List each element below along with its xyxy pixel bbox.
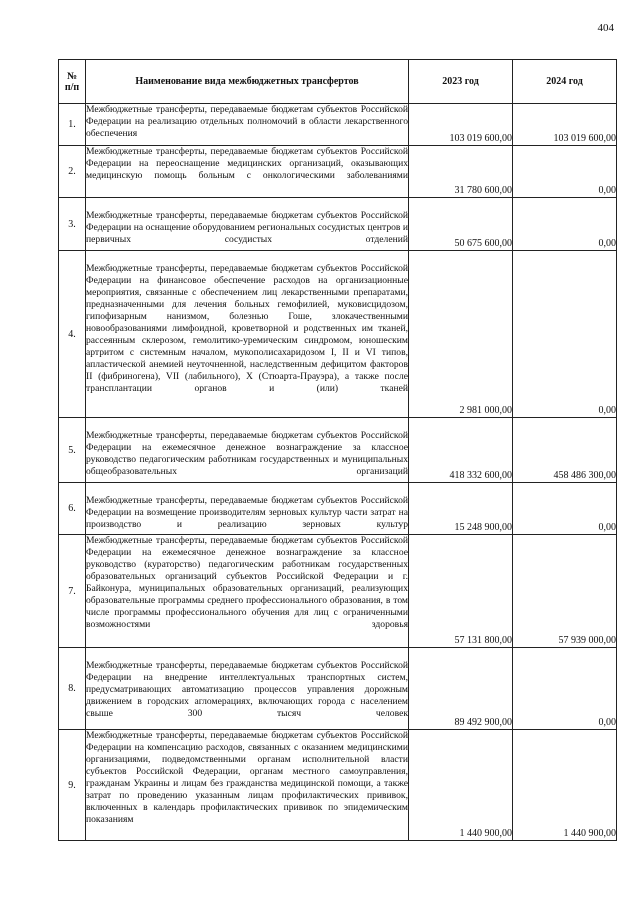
transfer-name: Межбюджетные трансферты, передаваемые бюджетам субъектов Российской Федерации на переоснащение медицинских организаций, оказывающих медицинскую помощь больным с онкологическими заболеваниями xyxy=(86,146,409,198)
row-number: 2. xyxy=(59,146,86,198)
amount-2024: 1 440 900,00 xyxy=(513,730,617,841)
table-row xyxy=(59,483,617,535)
transfer-name: Межбюджетные трансферты, передаваемые бюджетам субъектов Российской Федерации на внедрение интеллектуальных транспортных систем, предусматривающих автоматизацию процессов управления дорожным движением в городских агломерациях, включающих города с населением свыше 300 тысяч человек xyxy=(86,648,409,730)
table-row xyxy=(59,104,617,146)
amount-2024: 57 939 000,00 xyxy=(513,535,617,648)
amount-2023: 103 019 600,00 xyxy=(409,104,513,146)
transfer-name: Межбюджетные трансферты, передаваемые бюджетам субъектов Российской Федерации на реализацию отдельных полномочий в области лекарственного обеспечения xyxy=(86,104,409,146)
header-name: Наименование вида межбюджетных трансфертов xyxy=(86,60,409,104)
amount-2024: 103 019 600,00 xyxy=(513,104,617,146)
page-number: 404 xyxy=(597,22,614,34)
amount-2023: 57 131 800,00 xyxy=(409,535,513,648)
transfer-name: Межбюджетные трансферты, передаваемые бюджетам субъектов Российской Федерации на возмещение производителям зерновых культур части затрат на производство и реализацию зерновых культур xyxy=(86,483,409,535)
row-number: 5. xyxy=(59,418,86,483)
row-number: 4. xyxy=(59,251,86,418)
transfer-name: Межбюджетные трансферты, передаваемые бюджетам субъектов Российской Федерации на оснащение оборудованием региональных сосудистых центров и первичных сосудистых отделений xyxy=(86,198,409,251)
amount-2024: 0,00 xyxy=(513,648,617,730)
row-number: 3. xyxy=(59,198,86,251)
amount-2023: 50 675 600,00 xyxy=(409,198,513,251)
table-row xyxy=(59,146,617,198)
amount-2024: 0,00 xyxy=(513,483,617,535)
header-year-2023: 2023 год xyxy=(409,60,513,104)
row-number: 1. xyxy=(59,104,86,146)
row-number: 8. xyxy=(59,648,86,730)
amount-2023: 89 492 900,00 xyxy=(409,648,513,730)
transfer-name: Межбюджетные трансферты, передаваемые бюджетам субъектов Российской Федерации на финансовое обеспечение расходов на организационные мероприятия, связанные с обеспечением лиц лекарственными препаратами, предназначенными для лечения больных гемофилией, муковисцидозом, гипофизарным нанизмом, болезнью Гоше, злокачественными новообразованиями лимфоидной, кроветворной и родственных им тканей, рассеянным склерозом, гемолитико-уремическим синдромом, юношеским артритом с системным началом, мукополисахаридозом I, II и VI типов, апластической анемией неуточненной, наследственным дефицитом факторов II (фибриногена), VII (лабильного), X (Стюарта-Прауэра), а также после трансплантации органов и (или) тканей xyxy=(86,251,409,418)
amount-2024: 0,00 xyxy=(513,251,617,418)
transfer-name: Межбюджетные трансферты, передаваемые бюджетам субъектов Российской Федерации на ежемесячное денежное вознаграждение за классное руководство (кураторство) педагогическим работникам государственных образовательных организаций субъектов Российской Федерации и г. Байконура, муниципальных образовательных организаций, реализующих образовательные программы среднего профессионального образования, в том числе программы профессионального обучения для лиц с ограниченными возможностями здоровья xyxy=(86,535,409,648)
amount-2023: 15 248 900,00 xyxy=(409,483,513,535)
amount-2023: 1 440 900,00 xyxy=(409,730,513,841)
amount-2023: 418 332 600,00 xyxy=(409,418,513,483)
amount-2024: 0,00 xyxy=(513,198,617,251)
amount-2023: 31 780 600,00 xyxy=(409,146,513,198)
table-row xyxy=(59,251,617,418)
amount-2024: 458 486 300,00 xyxy=(513,418,617,483)
header-year-2024: 2024 год xyxy=(513,60,617,104)
table-row xyxy=(59,198,617,251)
transfers-table xyxy=(58,59,617,841)
row-number: 6. xyxy=(59,483,86,535)
table-row xyxy=(59,648,617,730)
amount-2024: 0,00 xyxy=(513,146,617,198)
row-number: 9. xyxy=(59,730,86,841)
table-row xyxy=(59,535,617,648)
amount-2023: 2 981 000,00 xyxy=(409,251,513,418)
table-header-row xyxy=(59,60,617,104)
transfer-name: Межбюджетные трансферты, передаваемые бюджетам субъектов Российской Федерации на ежемесячное денежное вознаграждение за классное руководство педагогическим работникам государственных и муниципальных общеобразовательных организаций xyxy=(86,418,409,483)
header-number: № п/п xyxy=(59,60,86,104)
row-number: 7. xyxy=(59,535,86,648)
table-row xyxy=(59,730,617,841)
transfer-name: Межбюджетные трансферты, передаваемые бюджетам субъектов Российской Федерации на компенсацию расходов, связанных с оказанием медицинскими организациями, подведомственными органам исполнительной власти субъектов Российской Федерации, органам местного самоуправления, гражданам Украины и лицам без гражданства медицинской помощи, а также затрат по проведению указанным лицам профилактических прививок, включенных в календарь профилактических прививок по эпидемическим показаниям xyxy=(86,730,409,841)
table-row xyxy=(59,418,617,483)
